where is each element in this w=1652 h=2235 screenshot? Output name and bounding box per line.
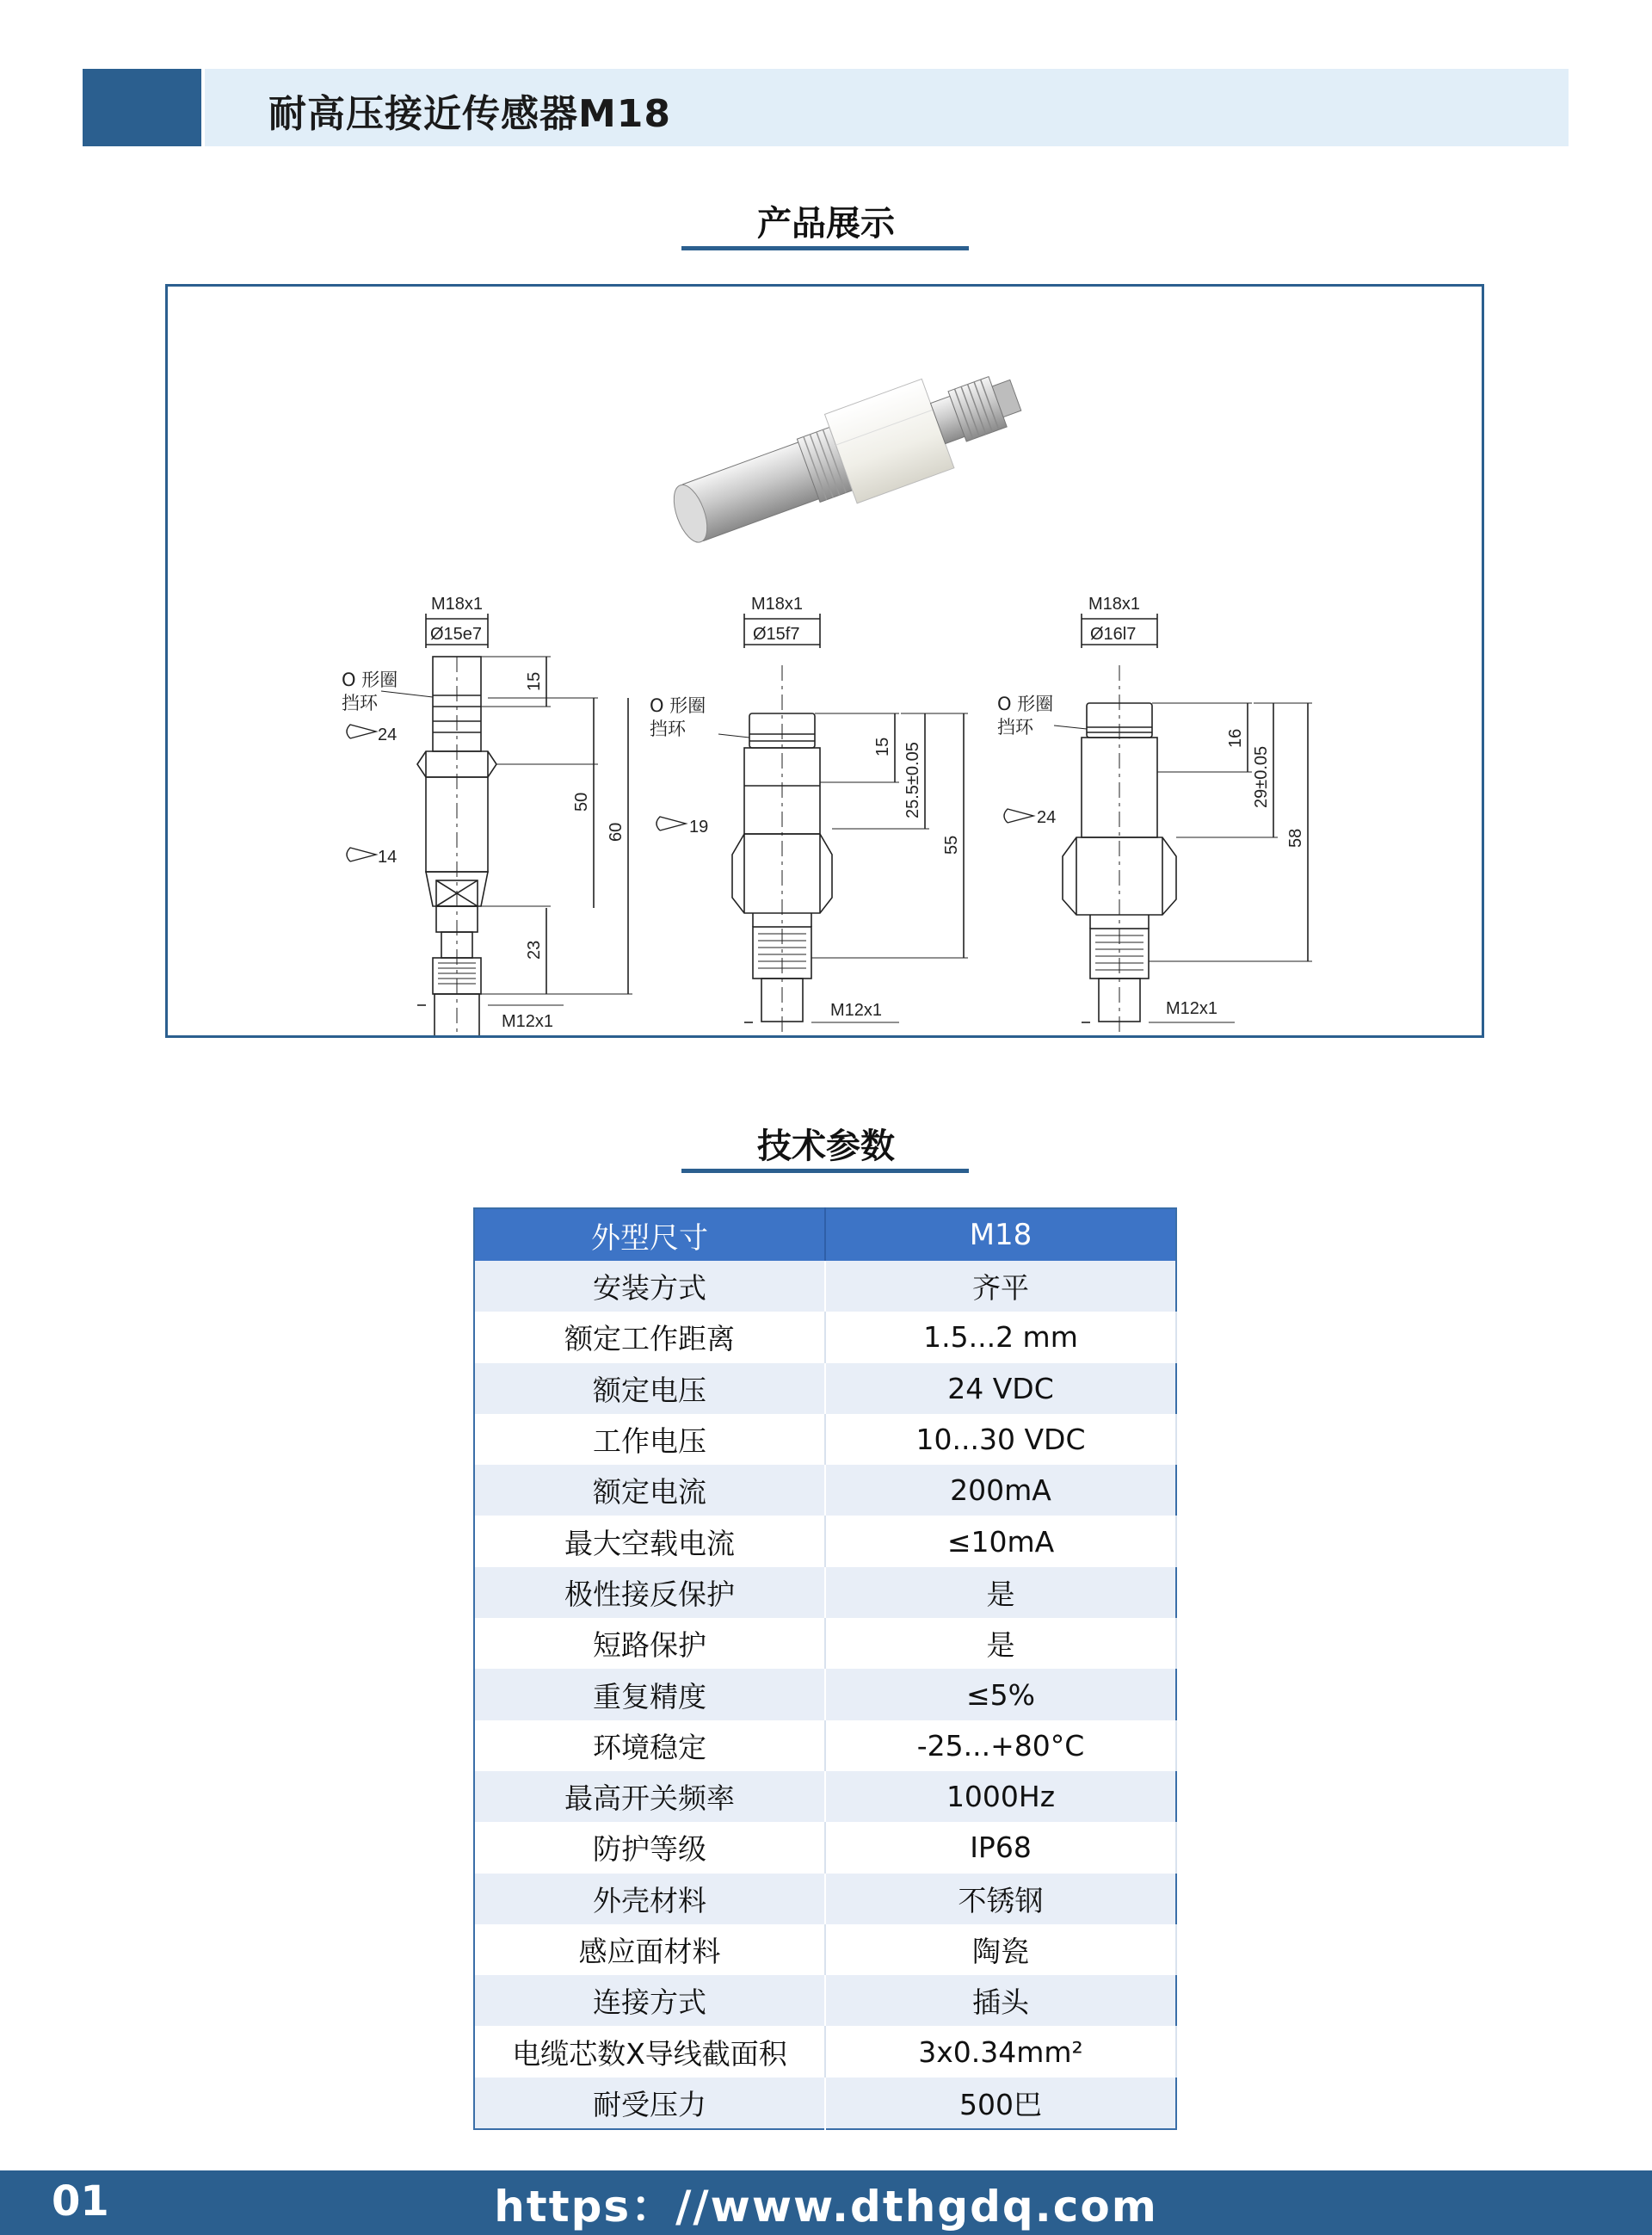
drawing-2-dim-c: 55 bbox=[942, 835, 961, 855]
spec-value: 齐平 bbox=[825, 1261, 1176, 1312]
drawing-1-diameter-label: Ø15e7 bbox=[430, 625, 483, 644]
spec-label: 重复精度 bbox=[474, 1669, 825, 1719]
table-row bbox=[474, 1975, 1176, 2026]
page-number: 01 bbox=[52, 2177, 109, 2226]
spec-label: 额定电压 bbox=[474, 1363, 825, 1414]
spec-value: 200mA bbox=[825, 1465, 1176, 1516]
specs-title-underline bbox=[681, 1169, 969, 1173]
drawing-1-oring-label: O 形圈 bbox=[342, 670, 398, 690]
drawing-2-retainer-label: 挡环 bbox=[650, 719, 686, 739]
product-photo bbox=[662, 351, 1032, 563]
drawing-3-connector-label: M12x1 bbox=[1166, 999, 1218, 1018]
drawing-2-dim-a: 15 bbox=[873, 737, 892, 756]
product-showcase-frame bbox=[165, 284, 1484, 1038]
drawing-1-wrench-size-1: 24 bbox=[378, 725, 398, 744]
page-title: 耐高压接近传感器M18 bbox=[268, 92, 672, 136]
drawing-2-thread-label: M18x1 bbox=[751, 595, 804, 614]
spec-header-label: 外型尺寸 bbox=[474, 1208, 825, 1261]
specs-title: 技术参数 bbox=[757, 1127, 895, 1166]
drawing-3-thread-label: M18x1 bbox=[1088, 595, 1141, 614]
table-row bbox=[474, 1771, 1176, 1822]
spec-label: 短路保护 bbox=[474, 1618, 825, 1669]
spec-label: 最大空载电流 bbox=[474, 1516, 825, 1566]
drawing-2-wrench-size: 19 bbox=[689, 818, 709, 837]
spec-value: IP68 bbox=[825, 1822, 1176, 1873]
drawing-3-retainer-label: 挡环 bbox=[997, 717, 1033, 738]
drawing-1-dim-d: 23 bbox=[525, 940, 544, 960]
drawing-2-connector-label: M12x1 bbox=[830, 1001, 883, 1020]
drawing-1-thread-label: M18x1 bbox=[431, 595, 484, 614]
showcase-title: 产品展示 bbox=[757, 204, 895, 244]
drawing-1-dim-c: 60 bbox=[607, 822, 626, 842]
spec-value: -25...+80°C bbox=[825, 1720, 1176, 1771]
spec-value: 1000Hz bbox=[825, 1771, 1176, 1822]
spec-label: 工作电压 bbox=[474, 1414, 825, 1465]
product-drawings bbox=[168, 287, 1482, 1035]
spec-value: ≤5% bbox=[825, 1669, 1176, 1719]
spec-value: 插头 bbox=[825, 1975, 1176, 2026]
spec-label: 额定工作距离 bbox=[474, 1312, 825, 1362]
drawing-1-dim-a: 15 bbox=[525, 671, 544, 691]
table-row bbox=[474, 1312, 1176, 1362]
spec-label: 额定电流 bbox=[474, 1465, 825, 1516]
spec-label: 最高开关频率 bbox=[474, 1771, 825, 1822]
spec-table-body bbox=[474, 1261, 1176, 2129]
table-row bbox=[474, 1618, 1176, 1669]
table-row bbox=[474, 1924, 1176, 1975]
table-row bbox=[474, 1516, 1176, 1566]
showcase-title-underline bbox=[681, 246, 969, 250]
spec-label: 电缆芯数X导线截面积 bbox=[474, 2026, 825, 2077]
drawing-1-retainer-label: 挡环 bbox=[342, 693, 378, 713]
table-row bbox=[474, 1465, 1176, 1516]
spec-label: 耐受压力 bbox=[474, 2078, 825, 2129]
table-row bbox=[474, 1567, 1176, 1618]
table-row bbox=[474, 1822, 1176, 1873]
spec-value: 1.5...2 mm bbox=[825, 1312, 1176, 1362]
drawing-3-diameter-label: Ø16l7 bbox=[1090, 625, 1137, 644]
spec-label: 感应面材料 bbox=[474, 1924, 825, 1975]
table-row bbox=[474, 1363, 1176, 1414]
website-link[interactable]: https：//www.dthgdq.com bbox=[494, 2182, 1158, 2232]
drawing-3-dim-b: 29±0.05 bbox=[1252, 745, 1271, 808]
header-accent-block bbox=[83, 69, 201, 146]
drawing-3-dim-c: 58 bbox=[1286, 828, 1305, 848]
drawing-3-oring-label: O 形圈 bbox=[997, 694, 1054, 714]
drawing-2-diameter-label: Ø15f7 bbox=[753, 625, 800, 644]
drawing-1-wrench-size-2: 14 bbox=[378, 848, 398, 867]
spec-label: 环境稳定 bbox=[474, 1720, 825, 1771]
spec-value: ≤10mA bbox=[825, 1516, 1176, 1566]
table-row bbox=[474, 1720, 1176, 1771]
spec-value: 10...30 VDC bbox=[825, 1414, 1176, 1465]
table-row bbox=[474, 2026, 1176, 2077]
spec-label: 安装方式 bbox=[474, 1261, 825, 1312]
spec-label: 防护等级 bbox=[474, 1822, 825, 1873]
drawing-3-wrench-size: 24 bbox=[1037, 808, 1057, 827]
spec-label: 连接方式 bbox=[474, 1975, 825, 2026]
spec-value: 3x0.34mm² bbox=[825, 2026, 1176, 2077]
table-row bbox=[474, 1261, 1176, 1312]
table-row bbox=[474, 1414, 1176, 1465]
spec-value: 陶瓷 bbox=[825, 1924, 1176, 1975]
spec-table bbox=[473, 1207, 1177, 2130]
spec-table-header bbox=[474, 1208, 1176, 1261]
spec-value: 不锈钢 bbox=[825, 1874, 1176, 1924]
spec-value: 是 bbox=[825, 1567, 1176, 1618]
table-row bbox=[474, 2078, 1176, 2129]
spec-value: 是 bbox=[825, 1618, 1176, 1669]
table-row bbox=[474, 1874, 1176, 1924]
spec-label: 外壳材料 bbox=[474, 1874, 825, 1924]
spec-value: 500巴 bbox=[825, 2078, 1176, 2129]
spec-label: 极性接反保护 bbox=[474, 1567, 825, 1618]
table-row bbox=[474, 1669, 1176, 1719]
drawing-1-connector-label: M12x1 bbox=[502, 1012, 554, 1031]
drawing-3-dim-a: 16 bbox=[1226, 728, 1245, 748]
spec-value: 24 VDC bbox=[825, 1363, 1176, 1414]
drawing-2-dim-b: 25.5±0.05 bbox=[903, 742, 922, 818]
drawing-2-oring-label: O 形圈 bbox=[650, 695, 706, 716]
spec-header-value: M18 bbox=[825, 1208, 1176, 1261]
drawing-1-dim-b: 50 bbox=[572, 792, 591, 812]
